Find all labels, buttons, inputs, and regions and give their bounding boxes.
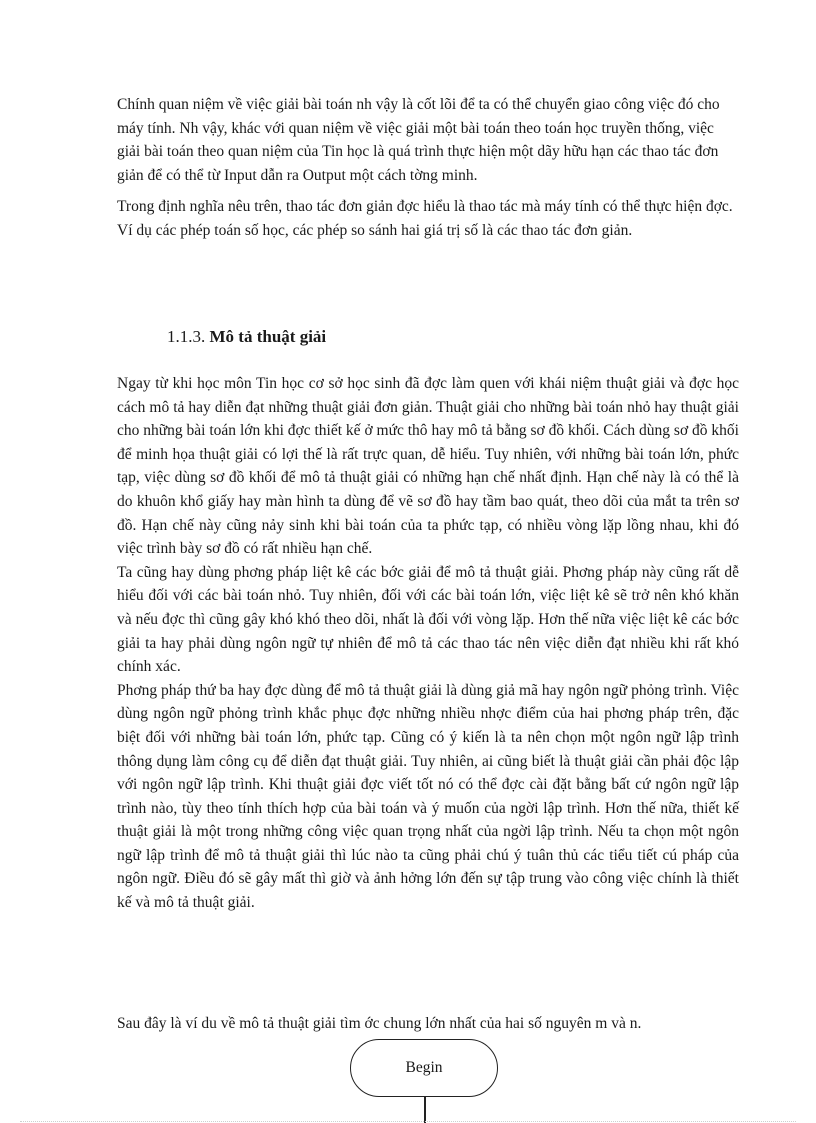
example-intro xyxy=(117,1012,739,1036)
paragraph-5: Phơng pháp thứ ba hay đợc dùng để mô tả thuật giải là dùng giả mã hay ngôn ngữ phỏng trình. Việc dùng ngôn ngữ phỏng trình khắc phục đợc những nhiều nhợc điểm của hai phơng pháp trên, đặc biệt đối với những bài toán lớn, phức tạp. Cũng có ý kiến là ta nên chọn một ngôn ngữ lập trình thông dụng làm công cụ để diễn đạt thuật giải. Tuy nhiên, ai cũng biết là thuật giải cần phải độc lập với ngôn ngữ lập trình. Khi thuật giải đợc viết tốt nó có thể đợc cài đặt bằng bất cứ ngôn ngữ lập trình nào, tùy theo tính thích hợp của bài toán và ý muốn của ngời lập trình. Hơn thế nữa, thiết kế thuật giải là một trong những công việc quan trọng nhất của ngời lập trình. Nếu ta chọn một ngôn ngữ lập trình để mô tả thuật giải thì lúc nào ta cũng phải chú ý tuân thủ các tiểu tiết cú pháp của ngôn ngữ. Điều đó sẽ gây mất thì giờ và ảnh hởng lớn đến sự tập trung vào công việc chính là thiết kế và mô tả thuật giải. xyxy=(117,681,739,912)
flowchart-begin-node xyxy=(350,1039,498,1097)
paragraph-3: Ngay từ khi học môn Tin học cơ sở học sinh đã đợc làm quen với khái niệm thuật giải và đợc học cách mô tả hay diễn đạt những thuật giải đơn giản. Thuật giải cho những bài toán nhỏ hay thuật giải cho những bài toán lớn khi đợc thiết kế ở mức thô hay mô tả bằng sơ đồ khối. Cách dùng sơ đồ khối để minh họa thuật giải có lợi thế là rất trực quan, dễ hiểu. Tuy nhiên, với những bài toán lớn, phức tạp, việc dùng sơ đồ khối để mô tả thuật giải có những hạn chế nhất định. Hạn chế này là có thể là do khuôn khổ giấy hay màn hình ta dùng để vẽ sơ đồ hay tầm bao quát, theo dõi của mắt ta trên sơ đồ. Hạn chế này cũng nảy sinh khi bài toán của ta phức tạp, có nhiều vòng lặp lồng nhau, khi đó việc trình bày sơ đồ có rất nhiều hạn chế. xyxy=(117,375,739,558)
section-number: 1.1.3. xyxy=(167,327,206,346)
example-intro-text: Sau đây là ví du về mô tả thuật giải tìm ớc chung lớn nhất của hai số nguyên m và n. xyxy=(117,1015,642,1032)
flowchart-begin-label: Begin xyxy=(405,1059,443,1076)
section-body xyxy=(117,372,739,915)
paragraph-4: Ta cũng hay dùng phơng pháp liệt kê các bớc giải để mô tả thuật giải. Phơng pháp này cũng rất dễ hiểu đối với các bài toán nhỏ. Tuy nhiên, đối với các bài toán lớn, việc liệt kê sẽ trở nên khó khăn và nếu đợc thì cũng gây khó khó theo dõi, nhất là đối với vòng lặp. Hơn thế nữa việc liệt kê các bớc giải ta hay phải dùng ngôn ngữ tự nhiên để mô tả các thao tác nên việc diễn đạt nhiều khi rất khó chính xác. xyxy=(117,563,739,676)
flowchart-connector xyxy=(424,1097,426,1123)
intro-paragraphs xyxy=(117,93,739,243)
paragraph-1: Chính quan niệm về việc giải bài toán nh vậy là cốt lõi để ta có thể chuyển giao công việc đó cho máy tính. Nh vậy, khác với quan niệm về việc giải một bài toán theo toán học truyền thống, việc giải bài toán theo quan niệm của Tin học là quá trình thực hiện một dãy hữu hạn các thao tác đơn giản để có thể từ Input dẫn ra Output một cách tờng minh. xyxy=(117,96,720,184)
section-heading xyxy=(167,325,326,349)
paragraph-2: Trong định nghĩa nêu trên, thao tác đơn giản đợc hiểu là thao tác mà máy tính có thể thực hiện đợc. Ví dụ các phép toán số học, các phép so sánh hai giá trị số là các thao tác đơn giản. xyxy=(117,198,733,239)
section-title: Mô tả thuật giải xyxy=(209,327,327,346)
page-bottom-divider xyxy=(20,1121,796,1122)
